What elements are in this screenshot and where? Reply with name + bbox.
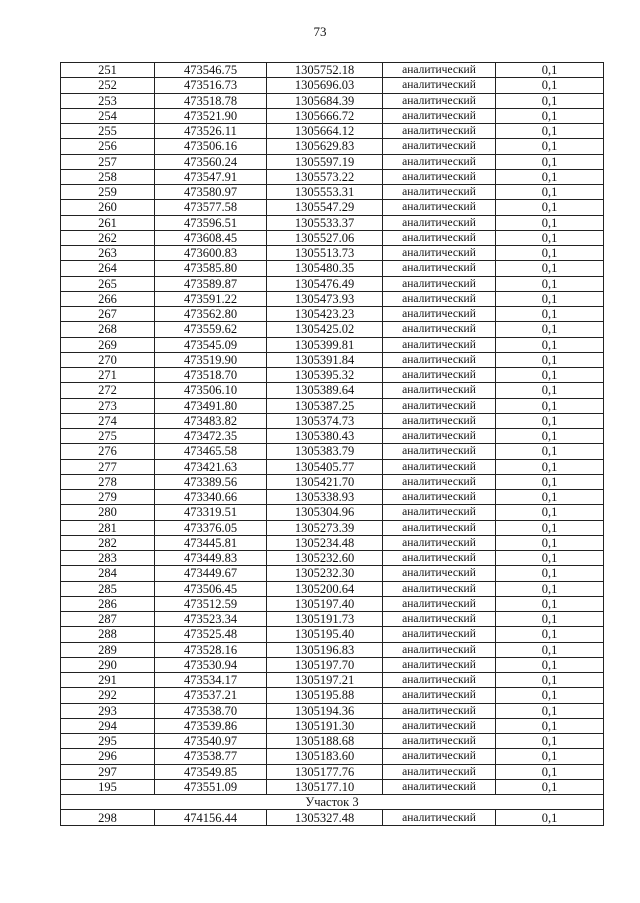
y-coordinate-cell: 1305629.83 [267, 139, 383, 154]
y-coordinate-cell: 1305304.96 [267, 505, 383, 520]
method-cell: аналитический [383, 93, 496, 108]
accuracy-cell: 0,1 [496, 139, 604, 154]
y-coordinate-cell: 1305195.40 [267, 627, 383, 642]
method-cell: аналитический [383, 459, 496, 474]
x-coordinate-cell: 474156.44 [155, 810, 267, 826]
table-row [61, 535, 604, 550]
method-cell: аналитический [383, 627, 496, 642]
method-cell: аналитический [383, 810, 496, 826]
x-coordinate-cell: 473518.78 [155, 93, 267, 108]
table-row [61, 810, 604, 826]
method-cell: аналитический [383, 581, 496, 596]
point-number-cell: 260 [61, 200, 155, 215]
method-cell: аналитический [383, 215, 496, 230]
table-row [61, 276, 604, 291]
accuracy-cell: 0,1 [496, 230, 604, 245]
y-coordinate-cell: 1305327.48 [267, 810, 383, 826]
y-coordinate-cell: 1305177.76 [267, 764, 383, 779]
y-coordinate-cell: 1305197.21 [267, 673, 383, 688]
accuracy-cell: 0,1 [496, 810, 604, 826]
table-row [61, 307, 604, 322]
y-coordinate-cell: 1305197.70 [267, 657, 383, 672]
method-cell: аналитический [383, 566, 496, 581]
x-coordinate-cell: 473537.21 [155, 688, 267, 703]
point-number-cell: 251 [61, 63, 155, 78]
x-coordinate-cell: 473526.11 [155, 124, 267, 139]
accuracy-cell: 0,1 [496, 490, 604, 505]
y-coordinate-cell: 1305391.84 [267, 352, 383, 367]
table-row [61, 78, 604, 93]
accuracy-cell: 0,1 [496, 352, 604, 367]
y-coordinate-cell: 1305188.68 [267, 734, 383, 749]
table-row [61, 718, 604, 733]
accuracy-cell: 0,1 [496, 261, 604, 276]
section-row [61, 795, 604, 810]
y-coordinate-cell: 1305421.70 [267, 474, 383, 489]
table-row [61, 230, 604, 245]
x-coordinate-cell: 473530.94 [155, 657, 267, 672]
method-cell: аналитический [383, 688, 496, 703]
method-cell: аналитический [383, 474, 496, 489]
coordinates-table [60, 62, 604, 826]
x-coordinate-cell: 473516.73 [155, 78, 267, 93]
accuracy-cell: 0,1 [496, 337, 604, 352]
accuracy-cell: 0,1 [496, 734, 604, 749]
method-cell: аналитический [383, 429, 496, 444]
x-coordinate-cell: 473506.10 [155, 383, 267, 398]
accuracy-cell: 0,1 [496, 535, 604, 550]
point-number-cell: 264 [61, 261, 155, 276]
x-coordinate-cell: 473523.34 [155, 612, 267, 627]
method-cell: аналитический [383, 764, 496, 779]
table-row [61, 688, 604, 703]
method-cell: аналитический [383, 307, 496, 322]
accuracy-cell: 0,1 [496, 566, 604, 581]
point-number-cell: 273 [61, 398, 155, 413]
table-row [61, 322, 604, 337]
accuracy-cell: 0,1 [496, 307, 604, 322]
table-row [61, 444, 604, 459]
x-coordinate-cell: 473538.77 [155, 749, 267, 764]
table-row [61, 154, 604, 169]
point-number-cell: 283 [61, 551, 155, 566]
point-number-cell: 252 [61, 78, 155, 93]
accuracy-cell: 0,1 [496, 612, 604, 627]
method-cell: аналитический [383, 261, 496, 276]
x-coordinate-cell: 473534.17 [155, 673, 267, 688]
section-title: Участок 3 [61, 795, 604, 810]
point-number-cell: 271 [61, 368, 155, 383]
point-number-cell: 259 [61, 185, 155, 200]
x-coordinate-cell: 473577.58 [155, 200, 267, 215]
table-row [61, 657, 604, 672]
table-row [61, 139, 604, 154]
point-number-cell: 270 [61, 352, 155, 367]
x-coordinate-cell: 473528.16 [155, 642, 267, 657]
point-number-cell: 278 [61, 474, 155, 489]
x-coordinate-cell: 473538.70 [155, 703, 267, 718]
y-coordinate-cell: 1305666.72 [267, 108, 383, 123]
table-row [61, 291, 604, 306]
point-number-cell: 289 [61, 642, 155, 657]
method-cell: аналитический [383, 642, 496, 657]
table-row [61, 185, 604, 200]
point-number-cell: 296 [61, 749, 155, 764]
x-coordinate-cell: 473518.70 [155, 368, 267, 383]
y-coordinate-cell: 1305197.40 [267, 596, 383, 611]
table-row [61, 261, 604, 276]
y-coordinate-cell: 1305664.12 [267, 124, 383, 139]
y-coordinate-cell: 1305473.93 [267, 291, 383, 306]
accuracy-cell: 0,1 [496, 215, 604, 230]
point-number-cell: 287 [61, 612, 155, 627]
point-number-cell: 279 [61, 490, 155, 505]
point-number-cell: 288 [61, 627, 155, 642]
point-number-cell: 265 [61, 276, 155, 291]
y-coordinate-cell: 1305684.39 [267, 93, 383, 108]
accuracy-cell: 0,1 [496, 688, 604, 703]
accuracy-cell: 0,1 [496, 246, 604, 261]
accuracy-cell: 0,1 [496, 657, 604, 672]
table-row [61, 642, 604, 657]
point-number-cell: 269 [61, 337, 155, 352]
point-number-cell: 266 [61, 291, 155, 306]
x-coordinate-cell: 473580.97 [155, 185, 267, 200]
accuracy-cell: 0,1 [496, 642, 604, 657]
table-row [61, 703, 604, 718]
point-number-cell: 290 [61, 657, 155, 672]
y-coordinate-cell: 1305547.29 [267, 200, 383, 215]
x-coordinate-cell: 473591.22 [155, 291, 267, 306]
y-coordinate-cell: 1305405.77 [267, 459, 383, 474]
accuracy-cell: 0,1 [496, 383, 604, 398]
accuracy-cell: 0,1 [496, 154, 604, 169]
x-coordinate-cell: 473608.45 [155, 230, 267, 245]
point-number-cell: 275 [61, 429, 155, 444]
y-coordinate-cell: 1305476.49 [267, 276, 383, 291]
method-cell: аналитический [383, 535, 496, 550]
point-number-cell: 263 [61, 246, 155, 261]
method-cell: аналитический [383, 139, 496, 154]
method-cell: аналитический [383, 779, 496, 794]
point-number-cell: 257 [61, 154, 155, 169]
method-cell: аналитический [383, 291, 496, 306]
x-coordinate-cell: 473585.80 [155, 261, 267, 276]
method-cell: аналитический [383, 490, 496, 505]
accuracy-cell: 0,1 [496, 459, 604, 474]
table-row [61, 673, 604, 688]
y-coordinate-cell: 1305399.81 [267, 337, 383, 352]
x-coordinate-cell: 473545.09 [155, 337, 267, 352]
y-coordinate-cell: 1305597.19 [267, 154, 383, 169]
accuracy-cell: 0,1 [496, 520, 604, 535]
accuracy-cell: 0,1 [496, 718, 604, 733]
accuracy-cell: 0,1 [496, 291, 604, 306]
x-coordinate-cell: 473319.51 [155, 505, 267, 520]
x-coordinate-cell: 473562.80 [155, 307, 267, 322]
point-number-cell: 298 [61, 810, 155, 826]
x-coordinate-cell: 473389.56 [155, 474, 267, 489]
y-coordinate-cell: 1305374.73 [267, 413, 383, 428]
y-coordinate-cell: 1305183.60 [267, 749, 383, 764]
table-row [61, 124, 604, 139]
x-coordinate-cell: 473465.58 [155, 444, 267, 459]
method-cell: аналитический [383, 520, 496, 535]
point-number-cell: 281 [61, 520, 155, 535]
accuracy-cell: 0,1 [496, 551, 604, 566]
method-cell: аналитический [383, 551, 496, 566]
y-coordinate-cell: 1305232.60 [267, 551, 383, 566]
x-coordinate-cell: 473547.91 [155, 169, 267, 184]
y-coordinate-cell: 1305752.18 [267, 63, 383, 78]
accuracy-cell: 0,1 [496, 322, 604, 337]
method-cell: аналитический [383, 596, 496, 611]
accuracy-cell: 0,1 [496, 703, 604, 718]
x-coordinate-cell: 473546.75 [155, 63, 267, 78]
point-number-cell: 282 [61, 535, 155, 550]
y-coordinate-cell: 1305387.25 [267, 398, 383, 413]
accuracy-cell: 0,1 [496, 169, 604, 184]
table-row [61, 612, 604, 627]
y-coordinate-cell: 1305383.79 [267, 444, 383, 459]
accuracy-cell: 0,1 [496, 368, 604, 383]
x-coordinate-cell: 473449.67 [155, 566, 267, 581]
method-cell: аналитический [383, 230, 496, 245]
accuracy-cell: 0,1 [496, 764, 604, 779]
method-cell: аналитический [383, 703, 496, 718]
x-coordinate-cell: 473551.09 [155, 779, 267, 794]
point-number-cell: 286 [61, 596, 155, 611]
table-row [61, 215, 604, 230]
method-cell: аналитический [383, 185, 496, 200]
table-row [61, 474, 604, 489]
method-cell: аналитический [383, 505, 496, 520]
table-row [61, 93, 604, 108]
table-row [61, 169, 604, 184]
page-number: 73 [313, 24, 327, 39]
point-number-cell: 297 [61, 764, 155, 779]
table-row [61, 581, 604, 596]
method-cell: аналитический [383, 124, 496, 139]
point-number-cell: 253 [61, 93, 155, 108]
point-number-cell: 277 [61, 459, 155, 474]
table-row [61, 63, 604, 78]
method-cell: аналитический [383, 718, 496, 733]
x-coordinate-cell: 473519.90 [155, 352, 267, 367]
y-coordinate-cell: 1305194.36 [267, 703, 383, 718]
accuracy-cell: 0,1 [496, 413, 604, 428]
y-coordinate-cell: 1305527.06 [267, 230, 383, 245]
method-cell: аналитический [383, 612, 496, 627]
method-cell: аналитический [383, 78, 496, 93]
accuracy-cell: 0,1 [496, 93, 604, 108]
accuracy-cell: 0,1 [496, 673, 604, 688]
method-cell: аналитический [383, 657, 496, 672]
table-row [61, 108, 604, 123]
x-coordinate-cell: 473540.97 [155, 734, 267, 749]
y-coordinate-cell: 1305177.10 [267, 779, 383, 794]
accuracy-cell: 0,1 [496, 444, 604, 459]
method-cell: аналитический [383, 337, 496, 352]
y-coordinate-cell: 1305480.35 [267, 261, 383, 276]
x-coordinate-cell: 473521.90 [155, 108, 267, 123]
x-coordinate-cell: 473449.83 [155, 551, 267, 566]
accuracy-cell: 0,1 [496, 63, 604, 78]
accuracy-cell: 0,1 [496, 581, 604, 596]
table-row [61, 520, 604, 535]
table-row [61, 749, 604, 764]
method-cell: аналитический [383, 734, 496, 749]
accuracy-cell: 0,1 [496, 185, 604, 200]
y-coordinate-cell: 1305191.30 [267, 718, 383, 733]
point-number-cell: 262 [61, 230, 155, 245]
table-row [61, 352, 604, 367]
point-number-cell: 255 [61, 124, 155, 139]
y-coordinate-cell: 1305395.32 [267, 368, 383, 383]
method-cell: аналитический [383, 154, 496, 169]
y-coordinate-cell: 1305533.37 [267, 215, 383, 230]
accuracy-cell: 0,1 [496, 124, 604, 139]
y-coordinate-cell: 1305573.22 [267, 169, 383, 184]
table-row [61, 551, 604, 566]
accuracy-cell: 0,1 [496, 505, 604, 520]
x-coordinate-cell: 473340.66 [155, 490, 267, 505]
y-coordinate-cell: 1305191.73 [267, 612, 383, 627]
table-row [61, 627, 604, 642]
x-coordinate-cell: 473376.05 [155, 520, 267, 535]
y-coordinate-cell: 1305200.64 [267, 581, 383, 596]
table-row [61, 779, 604, 794]
y-coordinate-cell: 1305513.73 [267, 246, 383, 261]
method-cell: аналитический [383, 276, 496, 291]
point-number-cell: 276 [61, 444, 155, 459]
point-number-cell: 267 [61, 307, 155, 322]
accuracy-cell: 0,1 [496, 596, 604, 611]
table-row [61, 383, 604, 398]
x-coordinate-cell: 473589.87 [155, 276, 267, 291]
point-number-cell: 195 [61, 779, 155, 794]
y-coordinate-cell: 1305389.64 [267, 383, 383, 398]
point-number-cell: 256 [61, 139, 155, 154]
point-number-cell: 280 [61, 505, 155, 520]
table-row [61, 734, 604, 749]
method-cell: аналитический [383, 246, 496, 261]
table-row [61, 459, 604, 474]
accuracy-cell: 0,1 [496, 276, 604, 291]
x-coordinate-cell: 473472.35 [155, 429, 267, 444]
accuracy-cell: 0,1 [496, 749, 604, 764]
point-number-cell: 274 [61, 413, 155, 428]
method-cell: аналитический [383, 63, 496, 78]
accuracy-cell: 0,1 [496, 779, 604, 794]
point-number-cell: 293 [61, 703, 155, 718]
point-number-cell: 254 [61, 108, 155, 123]
accuracy-cell: 0,1 [496, 474, 604, 489]
point-number-cell: 295 [61, 734, 155, 749]
table-row [61, 490, 604, 505]
x-coordinate-cell: 473600.83 [155, 246, 267, 261]
y-coordinate-cell: 1305273.39 [267, 520, 383, 535]
x-coordinate-cell: 473559.62 [155, 322, 267, 337]
point-number-cell: 294 [61, 718, 155, 733]
method-cell: аналитический [383, 108, 496, 123]
accuracy-cell: 0,1 [496, 78, 604, 93]
y-coordinate-cell: 1305423.23 [267, 307, 383, 322]
table-row [61, 246, 604, 261]
y-coordinate-cell: 1305553.31 [267, 185, 383, 200]
y-coordinate-cell: 1305195.88 [267, 688, 383, 703]
point-number-cell: 258 [61, 169, 155, 184]
method-cell: аналитический [383, 200, 496, 215]
point-number-cell: 284 [61, 566, 155, 581]
point-number-cell: 292 [61, 688, 155, 703]
table-row [61, 596, 604, 611]
y-coordinate-cell: 1305696.03 [267, 78, 383, 93]
method-cell: аналитический [383, 444, 496, 459]
x-coordinate-cell: 473491.80 [155, 398, 267, 413]
table-row [61, 429, 604, 444]
x-coordinate-cell: 473525.48 [155, 627, 267, 642]
x-coordinate-cell: 473596.51 [155, 215, 267, 230]
accuracy-cell: 0,1 [496, 200, 604, 215]
method-cell: аналитический [383, 673, 496, 688]
x-coordinate-cell: 473560.24 [155, 154, 267, 169]
table-row [61, 368, 604, 383]
y-coordinate-cell: 1305196.83 [267, 642, 383, 657]
y-coordinate-cell: 1305232.30 [267, 566, 383, 581]
method-cell: аналитический [383, 368, 496, 383]
x-coordinate-cell: 473506.45 [155, 581, 267, 596]
accuracy-cell: 0,1 [496, 398, 604, 413]
y-coordinate-cell: 1305425.02 [267, 322, 383, 337]
y-coordinate-cell: 1305234.48 [267, 535, 383, 550]
x-coordinate-cell: 473483.82 [155, 413, 267, 428]
accuracy-cell: 0,1 [496, 429, 604, 444]
x-coordinate-cell: 473549.85 [155, 764, 267, 779]
method-cell: аналитический [383, 413, 496, 428]
y-coordinate-cell: 1305380.43 [267, 429, 383, 444]
point-number-cell: 261 [61, 215, 155, 230]
point-number-cell: 268 [61, 322, 155, 337]
table-row [61, 764, 604, 779]
table-row [61, 566, 604, 581]
accuracy-cell: 0,1 [496, 627, 604, 642]
point-number-cell: 285 [61, 581, 155, 596]
table-row [61, 337, 604, 352]
x-coordinate-cell: 473539.86 [155, 718, 267, 733]
x-coordinate-cell: 473512.59 [155, 596, 267, 611]
method-cell: аналитический [383, 352, 496, 367]
method-cell: аналитический [383, 749, 496, 764]
accuracy-cell: 0,1 [496, 108, 604, 123]
method-cell: аналитический [383, 383, 496, 398]
method-cell: аналитический [383, 169, 496, 184]
y-coordinate-cell: 1305338.93 [267, 490, 383, 505]
point-number-cell: 291 [61, 673, 155, 688]
x-coordinate-cell: 473506.16 [155, 139, 267, 154]
x-coordinate-cell: 473421.63 [155, 459, 267, 474]
x-coordinate-cell: 473445.81 [155, 535, 267, 550]
table-row [61, 505, 604, 520]
point-number-cell: 272 [61, 383, 155, 398]
method-cell: аналитический [383, 398, 496, 413]
method-cell: аналитический [383, 322, 496, 337]
table-row [61, 413, 604, 428]
table-row [61, 200, 604, 215]
table-row [61, 398, 604, 413]
